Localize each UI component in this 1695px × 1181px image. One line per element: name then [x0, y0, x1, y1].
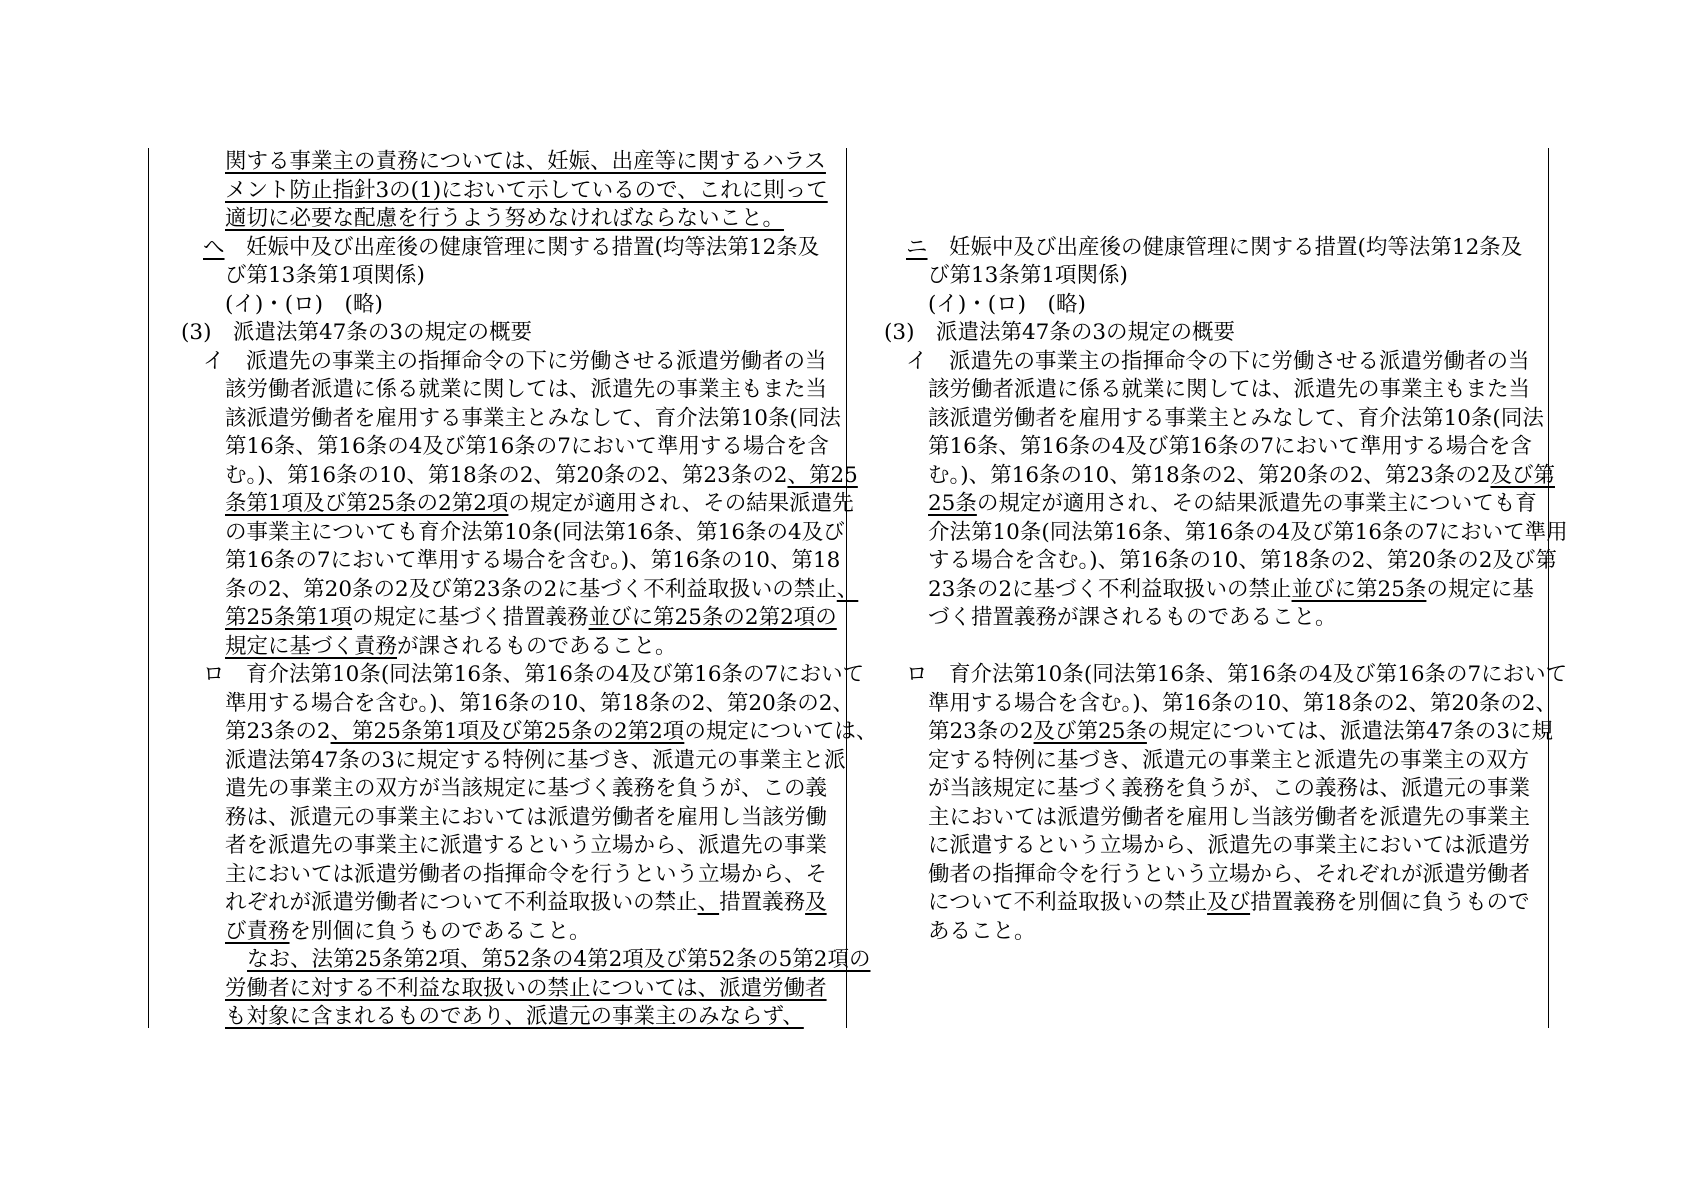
text-line [225, 747, 846, 776]
table-border-right [1548, 148, 1549, 1028]
text-line [928, 519, 1568, 548]
text-line [225, 547, 840, 576]
underlined-amendment-text: も対象に含まれるものであり、派遣元の事業主のみならず、 [225, 1004, 804, 1029]
text-segment: び第13条第1項関係) [928, 263, 1128, 288]
underlined-amendment-text: 及 [805, 890, 827, 915]
underlined-amendment-text: 、 [836, 576, 859, 602]
text-segment: 該労働者派遣に係る就業に関しては、派遣先の事業主もまた当 [225, 377, 828, 402]
text-segment: む。)、第16条の10、第18条の2、第20条の2、第23条の2 [225, 462, 788, 488]
text-line [928, 718, 1553, 747]
text-line [928, 747, 1529, 776]
text-segment: 妊娠中及び出産後の健康管理に関する措置(均等法第12条及 [927, 234, 1523, 260]
text-line [247, 946, 870, 975]
text-line [203, 661, 864, 690]
text-segment: 第23条の2 [225, 719, 331, 744]
underlined-amendment-text: へ [203, 234, 225, 260]
text-segment: 第16条、第16条の4及び第16条の7において準用する場合を含 [928, 434, 1532, 459]
text-segment: 条の2、第20条の2及び第23条の2に基づく不利益取扱いの禁止 [225, 576, 837, 602]
text-segment: する場合を含む。)、第16条の10、第18条の2、第20条の2及び第 [928, 548, 1557, 573]
underlined-amendment-text: ニ [906, 234, 928, 260]
text-segment: 準用する場合を含む。)、第16条の10、第18条の2、第20条の2、 [225, 690, 854, 716]
underlined-amendment-text: 労働者に対する不利益な取扱いの禁止については、派遣労働者 [225, 975, 827, 1001]
text-segment: イ 派遣先の事業主の指揮命令の下に労働させる派遣労働者の当 [203, 348, 827, 374]
text-line [906, 234, 1522, 263]
text-line [928, 462, 1555, 491]
table-border-left [148, 148, 149, 1028]
underlined-amendment-text: 第25条第1項 [225, 605, 353, 630]
underlined-amendment-text: 適切に必要な配慮を行うよう努めなければならないこと。 [225, 206, 785, 231]
text-segment: 主においては派遣労働者の指揮命令を行うという立場から、そ [225, 861, 828, 887]
text-segment: 該派遣労働者を雇用する事業主とみなして、育介法第10条(同法 [928, 405, 1544, 431]
text-segment: が当該規定に基づく義務を負うが、この義務は、派遣元の事業 [928, 776, 1531, 801]
text-segment: 主においては派遣労働者を雇用し当該労働者を派遣先の事業主 [928, 804, 1531, 830]
text-line [225, 462, 858, 491]
text-segment: 第16条の7において準用する場合を含む。)、第16条の10、第18 [225, 548, 841, 573]
text-line [225, 633, 677, 662]
underlined-amendment-text: 並びに第25条の2第2項の [588, 605, 837, 630]
text-line [225, 205, 784, 234]
text-segment: 働者の指揮命令を行うという立場から、それぞれが派遣労働者 [928, 861, 1531, 887]
text-segment: (3) 派遣法第47条の3の規定の概要 [884, 320, 1235, 345]
text-line [928, 291, 1086, 320]
text-line [928, 433, 1532, 462]
text-line [225, 1003, 804, 1032]
underlined-amendment-text: 、第25条第1項及び第25条の2第2項 [330, 719, 685, 744]
underlined-amendment-text: なお、法第25条第2項、第52条の4第2項及び第52条の5第2項の [247, 947, 871, 972]
underlined-amendment-text: び責務 [225, 918, 290, 944]
underlined-amendment-text: 並びに第25条 [1291, 576, 1427, 602]
text-segment: が課されるものであること。 [397, 633, 677, 659]
text-segment: の規定に基 [1426, 576, 1534, 602]
text-segment: む。)、第16条の10、第18条の2、第20条の2、第23条の2 [928, 462, 1491, 488]
text-line [225, 804, 827, 833]
text-line [225, 262, 425, 291]
text-segment: れぞれが派遣労働者について不利益取扱いの禁止 [225, 890, 698, 915]
text-segment: 該労働者派遣に係る就業に関しては、派遣先の事業主もまた当 [928, 377, 1531, 402]
text-line [928, 604, 1337, 633]
text-line [225, 718, 877, 747]
text-line [928, 775, 1530, 804]
text-line [225, 604, 837, 633]
text-segment: あること。 [928, 918, 1036, 944]
underlined-amendment-text: 25条 [928, 491, 977, 516]
text-segment: 23条の2に基づく不利益取扱いの禁止 [928, 576, 1292, 602]
text-segment: づく措置義務が課されるものであること。 [928, 605, 1337, 630]
underlined-amendment-text: メント防止指針3の(1)において示しているので、これに則って [225, 177, 828, 203]
text-segment: ロ 育介法第10条(同法第16条、第16条の4及び第16条の7において [203, 662, 865, 687]
underlined-amendment-text: 関する事業主の責務については、妊娠、出産等に関するハラス [225, 149, 826, 174]
text-line [225, 376, 827, 405]
text-segment: 第16条、第16条の4及び第16条の7において準用する場合を含 [225, 434, 829, 459]
text-line [225, 861, 827, 890]
text-line [225, 576, 858, 605]
text-line [181, 319, 532, 348]
column-revised-text [181, 148, 878, 1029]
text-line [225, 148, 826, 177]
text-line [225, 519, 845, 548]
underlined-amendment-text: 及び第25条 [1033, 719, 1147, 744]
text-segment: の事業主についても育介法第10条(同法第16条、第16条の4及び [225, 519, 845, 545]
text-segment: 該派遣労働者を雇用する事業主とみなして、育介法第10条(同法 [225, 405, 841, 431]
text-line [928, 547, 1557, 576]
text-segment: の規定が適用され、その結果派遣先 [508, 491, 854, 516]
text-line [928, 376, 1530, 405]
text-segment: 遣先の事業主の双方が当該規定に基づく義務を負うが、この義 [225, 776, 828, 801]
text-segment: 務は、派遣元の事業主においては派遣労働者を雇用し当該労働 [225, 804, 828, 830]
text-line [225, 832, 827, 861]
text-line [906, 348, 1530, 377]
text-line [203, 234, 819, 263]
text-segment: 措置義務を別個に負うもので [1250, 890, 1530, 915]
text-segment: の規定が適用され、その結果派遣先の事業主についても育 [976, 491, 1537, 516]
text-segment: (3) 派遣法第47条の3の規定の概要 [181, 320, 532, 345]
text-segment: イ 派遣先の事業主の指揮命令の下に労働させる派遣労働者の当 [906, 348, 1530, 374]
text-line [203, 348, 827, 377]
text-segment: (イ)・(ロ) (略) [225, 291, 383, 317]
underlined-amendment-text: 、第25 [787, 462, 858, 488]
underlined-amendment-text: 及び第 [1490, 462, 1555, 488]
text-line [225, 291, 383, 320]
text-segment: 派遣法第47条の3に規定する特例に基づき、派遣元の事業主と派 [225, 747, 846, 773]
text-line [928, 690, 1557, 719]
text-line [928, 918, 1036, 947]
text-segment: 第23条の2 [928, 719, 1034, 744]
underlined-amendment-text: 条第1項及び第25条の2第2項 [225, 491, 509, 516]
text-segment: について不利益取扱いの禁止 [928, 890, 1208, 915]
text-segment: 準用する場合を含む。)、第16条の10、第18条の2、第20条の2、 [928, 690, 1557, 716]
text-segment: の規定に基づく措置義務 [352, 605, 589, 630]
text-line [928, 889, 1530, 918]
text-line [928, 832, 1530, 861]
text-line [225, 690, 854, 719]
text-line [928, 576, 1534, 605]
text-segment: ロ 育介法第10条(同法第16条、第16条の4及び第16条の7において [906, 662, 1568, 687]
text-segment: 介法第10条(同法第16条、第16条の4及び第16条の7において準用 [928, 519, 1568, 545]
text-line [928, 861, 1530, 890]
text-line [906, 661, 1567, 690]
text-segment: の規定については、派遣法第47条の3に規 [1146, 719, 1554, 744]
text-segment: (イ)・(ロ) (略) [928, 291, 1086, 317]
column-current-text [884, 148, 1568, 1028]
text-segment: 妊娠中及び出産後の健康管理に関する措置(均等法第12条及 [224, 234, 820, 260]
text-line [225, 775, 827, 804]
text-line [884, 319, 1235, 348]
text-line [225, 405, 841, 434]
text-line [928, 490, 1537, 519]
text-segment: 定する特例に基づき、派遣元の事業主と派遣先の事業主の双方 [928, 747, 1530, 773]
text-segment: 者を派遣先の事業主に派遣するという立場から、派遣先の事業 [225, 833, 828, 858]
underlined-amendment-text: 及び [1207, 890, 1251, 915]
text-segment: 措置義務 [719, 890, 806, 915]
text-line [225, 177, 828, 206]
text-line [225, 490, 854, 519]
text-line [225, 918, 591, 947]
text-line [928, 804, 1530, 833]
text-line [928, 262, 1128, 291]
text-line [225, 433, 829, 462]
underlined-amendment-text: 規定に基づく責務 [225, 633, 398, 659]
text-segment: に派遣するという立場から、派遣先の事業主においては派遣労 [928, 833, 1531, 858]
text-line [225, 975, 827, 1004]
text-line [225, 889, 827, 918]
text-segment: び第13条第1項関係) [225, 263, 425, 288]
underlined-amendment-text: 、 [697, 890, 720, 915]
text-segment: を別個に負うものであること。 [289, 918, 591, 944]
text-line [928, 405, 1544, 434]
text-segment: の規定については、 [684, 719, 878, 744]
